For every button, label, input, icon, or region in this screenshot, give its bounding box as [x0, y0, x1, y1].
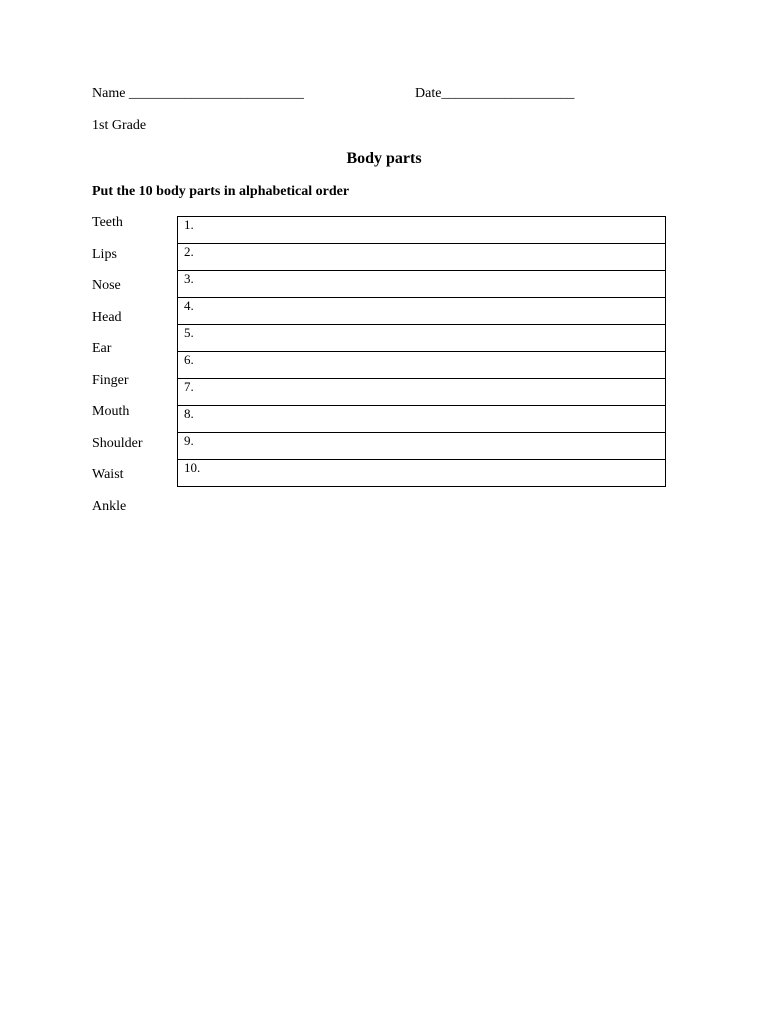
- answer-cell[interactable]: 4.: [178, 298, 666, 325]
- instructions: Put the 10 body parts in alphabetical order: [92, 184, 350, 199]
- word-item: Finger: [92, 372, 129, 388]
- table-row: [178, 244, 666, 271]
- table-row: [178, 217, 666, 244]
- table-row: [178, 460, 666, 487]
- table-row: [178, 352, 666, 379]
- table-row: [178, 433, 666, 460]
- answer-cell[interactable]: 3.: [178, 271, 666, 298]
- word-item: Waist: [92, 467, 124, 482]
- answer-cell[interactable]: 2.: [178, 244, 666, 271]
- answer-cell[interactable]: 8.: [178, 406, 666, 433]
- answer-table: [177, 216, 666, 487]
- table-row: [178, 379, 666, 406]
- word-item: Lips: [92, 246, 117, 262]
- word-item: Nose: [92, 278, 121, 293]
- answer-cell[interactable]: 9.: [178, 433, 666, 460]
- answer-cell[interactable]: 5.: [178, 325, 666, 352]
- word-item: Mouth: [92, 404, 130, 419]
- word-item: Ear: [92, 341, 112, 356]
- table-row: [178, 271, 666, 298]
- table-row: [178, 406, 666, 433]
- word-item: Shoulder: [92, 435, 143, 451]
- table-row: [178, 298, 666, 325]
- word-item: Head: [92, 309, 122, 325]
- word-item: Ankle: [92, 498, 127, 514]
- word-list: [92, 215, 143, 530]
- answer-cell[interactable]: 1.: [178, 217, 666, 244]
- table-row: [178, 325, 666, 352]
- page-title: Body parts: [346, 150, 422, 167]
- word-item: Teeth: [92, 215, 123, 230]
- answer-cell[interactable]: 7.: [178, 379, 666, 406]
- answer-cell[interactable]: 10.: [178, 460, 666, 487]
- date-field-line: Date___________________: [415, 86, 575, 101]
- name-field-line: Name _________________________: [92, 86, 304, 101]
- grade-label: 1st Grade: [92, 118, 147, 133]
- answer-cell[interactable]: 6.: [178, 352, 666, 379]
